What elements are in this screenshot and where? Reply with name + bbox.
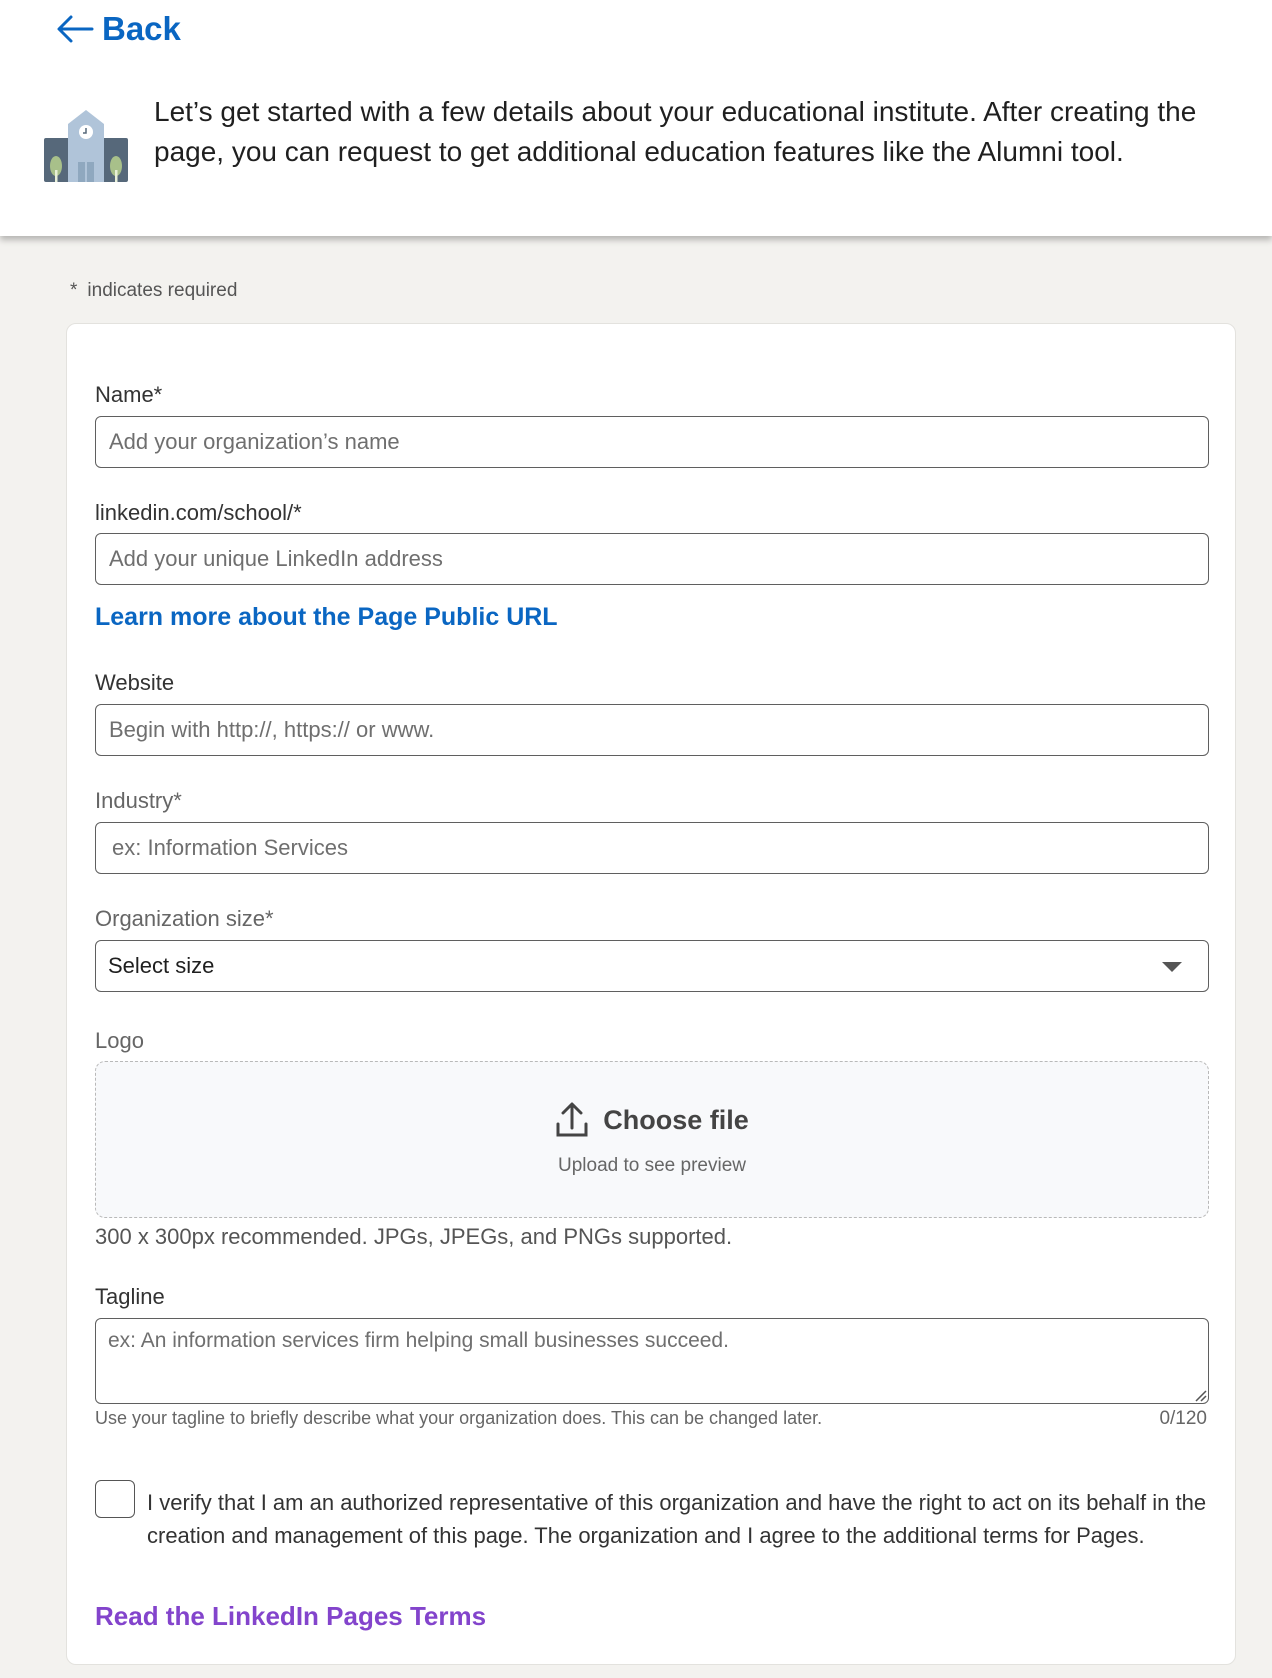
back-label: Back	[102, 10, 181, 47]
tagline-label: Tagline	[95, 1284, 165, 1309]
logo-hint: 300 x 300px recommended. JPGs, JPEGs, and PNGs supported.	[95, 1224, 733, 1249]
form-card	[66, 323, 1236, 1665]
required-note: * indicates required	[70, 280, 238, 301]
pages-terms-link[interactable]: Read the LinkedIn Pages Terms	[95, 1601, 487, 1631]
caret-down-icon	[1162, 962, 1182, 972]
upload-sub-label: Upload to see preview	[558, 1155, 746, 1176]
linkedin-url-input[interactable]	[95, 533, 1209, 585]
name-input[interactable]	[95, 416, 1209, 468]
org-size-label: Organization size*	[95, 906, 274, 931]
choose-file-label: Choose file	[603, 1104, 749, 1135]
learn-more-url-link[interactable]: Learn more about the Page Public URL	[95, 603, 558, 631]
arrow-left-icon	[56, 14, 94, 44]
logo-dropzone[interactable]	[95, 1061, 1209, 1218]
resize-handle-icon[interactable]	[1193, 1388, 1207, 1402]
verify-text: I verify that I am an authorized representative of this organization and have the right to act on its behalf in the creation and management of this page. The organization and I agree to the additional terms for Pages.	[147, 1490, 1207, 1548]
back-button[interactable]	[56, 10, 181, 48]
school-building-icon	[44, 110, 128, 186]
org-size-selected: Select size	[108, 953, 215, 978]
industry-input[interactable]	[95, 822, 1209, 874]
tagline-helper: Use your tagline to briefly describe what your organization does. This can be changed later.	[95, 1408, 823, 1428]
intro-text: Let’s get started with a few details about your educational institute. After creating the page, you can request to get additional education features like the Alumni tool.	[154, 96, 1197, 167]
tagline-counter: 0/120	[1159, 1408, 1207, 1429]
url-label: linkedin.com/school/*	[95, 500, 302, 525]
logo-label: Logo	[95, 1028, 144, 1053]
verify-checkbox[interactable]	[95, 1480, 135, 1518]
choose-file-button[interactable]	[96, 1102, 1208, 1138]
name-label: Name*	[95, 382, 163, 407]
industry-label: Industry*	[95, 788, 182, 813]
upload-icon	[555, 1102, 589, 1138]
page-header	[0, 0, 1272, 236]
org-size-select[interactable]	[95, 940, 1209, 992]
website-input[interactable]	[95, 704, 1209, 756]
tagline-textarea[interactable]	[95, 1318, 1209, 1404]
website-label: Website	[95, 670, 175, 695]
